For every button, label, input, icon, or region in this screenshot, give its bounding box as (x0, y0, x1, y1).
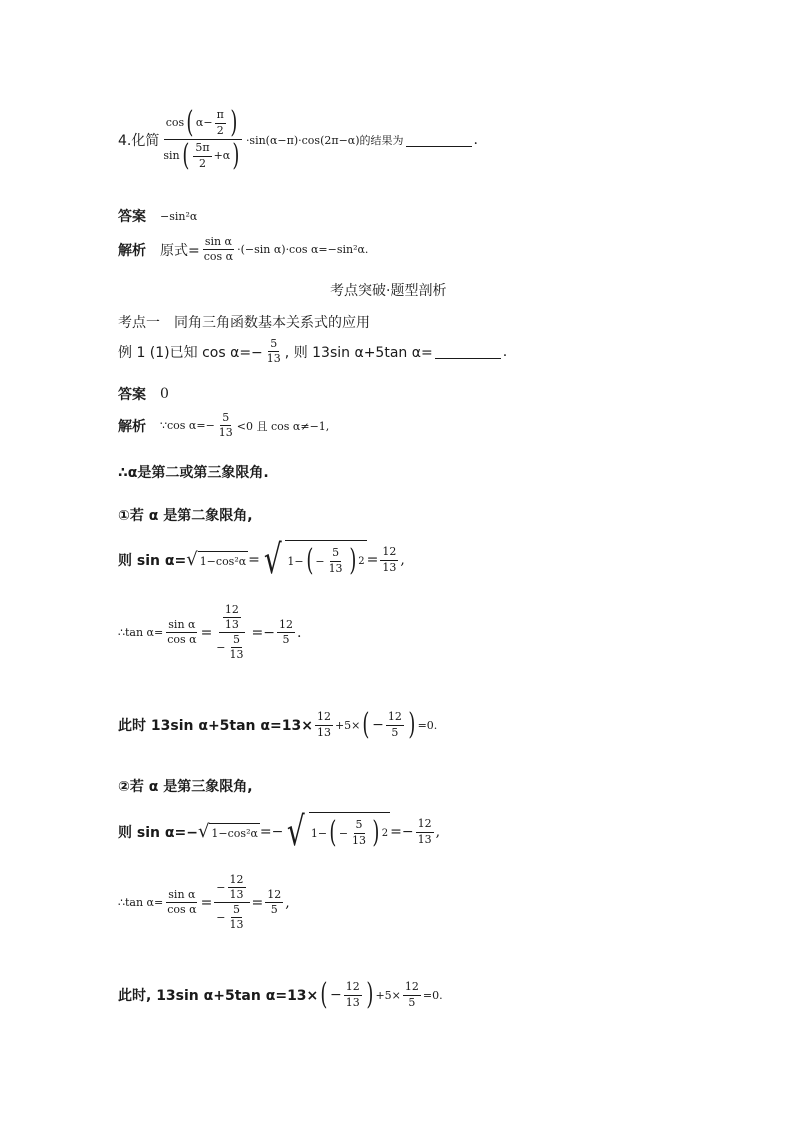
problem-4-prefix: 4.化简 (118, 132, 160, 149)
case-1-title: ①若 α 是第二象限角, (118, 508, 253, 524)
section-heading: 考点突破·题型剖析 (330, 283, 447, 299)
answer-value: 0 (160, 386, 169, 402)
problem-4-analysis: 解析 原式= $\frac{\text{sin α}}{\text{cos α}}$ ·(−sin α)·cos α=−sin²α. (118, 235, 369, 264)
case-1-tan-line: ∴tan α= $\frac{\text{sin α}}{\text{cos α}}$ = $\frac{12}{13}$ − $\frac{5}{13}$ = − $\frac{12}{5}$ . (118, 603, 302, 662)
kaodian-heading: 考点一 同角三角函数基本关系式的应用 (118, 315, 370, 331)
case-2-title: ②若 α 是第三象限角, (118, 779, 253, 795)
example-1-line: 例 1 (1)已知 cos α=− $\frac{5}{13}$ , 则 13sin α+5tan α= . (118, 337, 508, 366)
case-1-result: 此时 13sin α+5tan α=13× $\frac{12}{13}$ +5× ( − $\frac{12}{5}$ ) =0. (118, 707, 438, 742)
answer-value: −sin²α (160, 209, 198, 223)
problem-4-answer (118, 206, 197, 226)
problem-4-line: 4.化简 cos ( α− $\frac{\pi}{2}$ ) sin ( $\frac{5\pi}{2}$ +α ) ·sin(α−π)·cos(2π−α)的结果为 . (118, 105, 478, 173)
case-2-tan-line: ∴tan α= $\frac{\text{sin α}}{\text{cos α}}$ = − $\frac{12}{13}$ − $\frac{5}{13}$ = $\frac{12}{5}$ , (118, 873, 290, 932)
case-1-sin-line: 则 sin α= √ 1−cos²α = √ 1− ( − $\frac{5}{13}$ ) 2 = $\frac{12}{13}$ , (118, 537, 405, 583)
case-2-result: 此时, 13sin α+5tan α=13× ( − $\frac{12}{13}$ ) +5× $\frac{12}{5}$ =0. (118, 977, 443, 1012)
example-1-answer: 答案 0 (118, 386, 169, 403)
case-2-sin-line: 则 sin α=− √ 1−cos²α =− √ 1− ( − $\frac{5}{13}$ ) 2 =− $\frac{12}{13}$ , (118, 809, 441, 855)
answer-blank (406, 132, 472, 147)
analysis-label: 解析 (118, 242, 146, 259)
quadrant-statement: ∴α是第二或第三象限角. (118, 465, 269, 481)
example-1-analysis: 解析 ∵cos α=− $\frac{5}{13}$ <0 且 cos α≠−1, (118, 411, 330, 440)
answer-blank (435, 344, 501, 359)
problem-4-fraction: cos ( α− $\frac{\pi}{2}$ ) sin ( $\frac{5\pi}{2}$ +α ) (163, 105, 240, 173)
problem-4-tail: ·sin(α−π)·cos(2π−α)的结果为 (245, 133, 404, 147)
answer-label: 答案 (118, 209, 146, 225)
